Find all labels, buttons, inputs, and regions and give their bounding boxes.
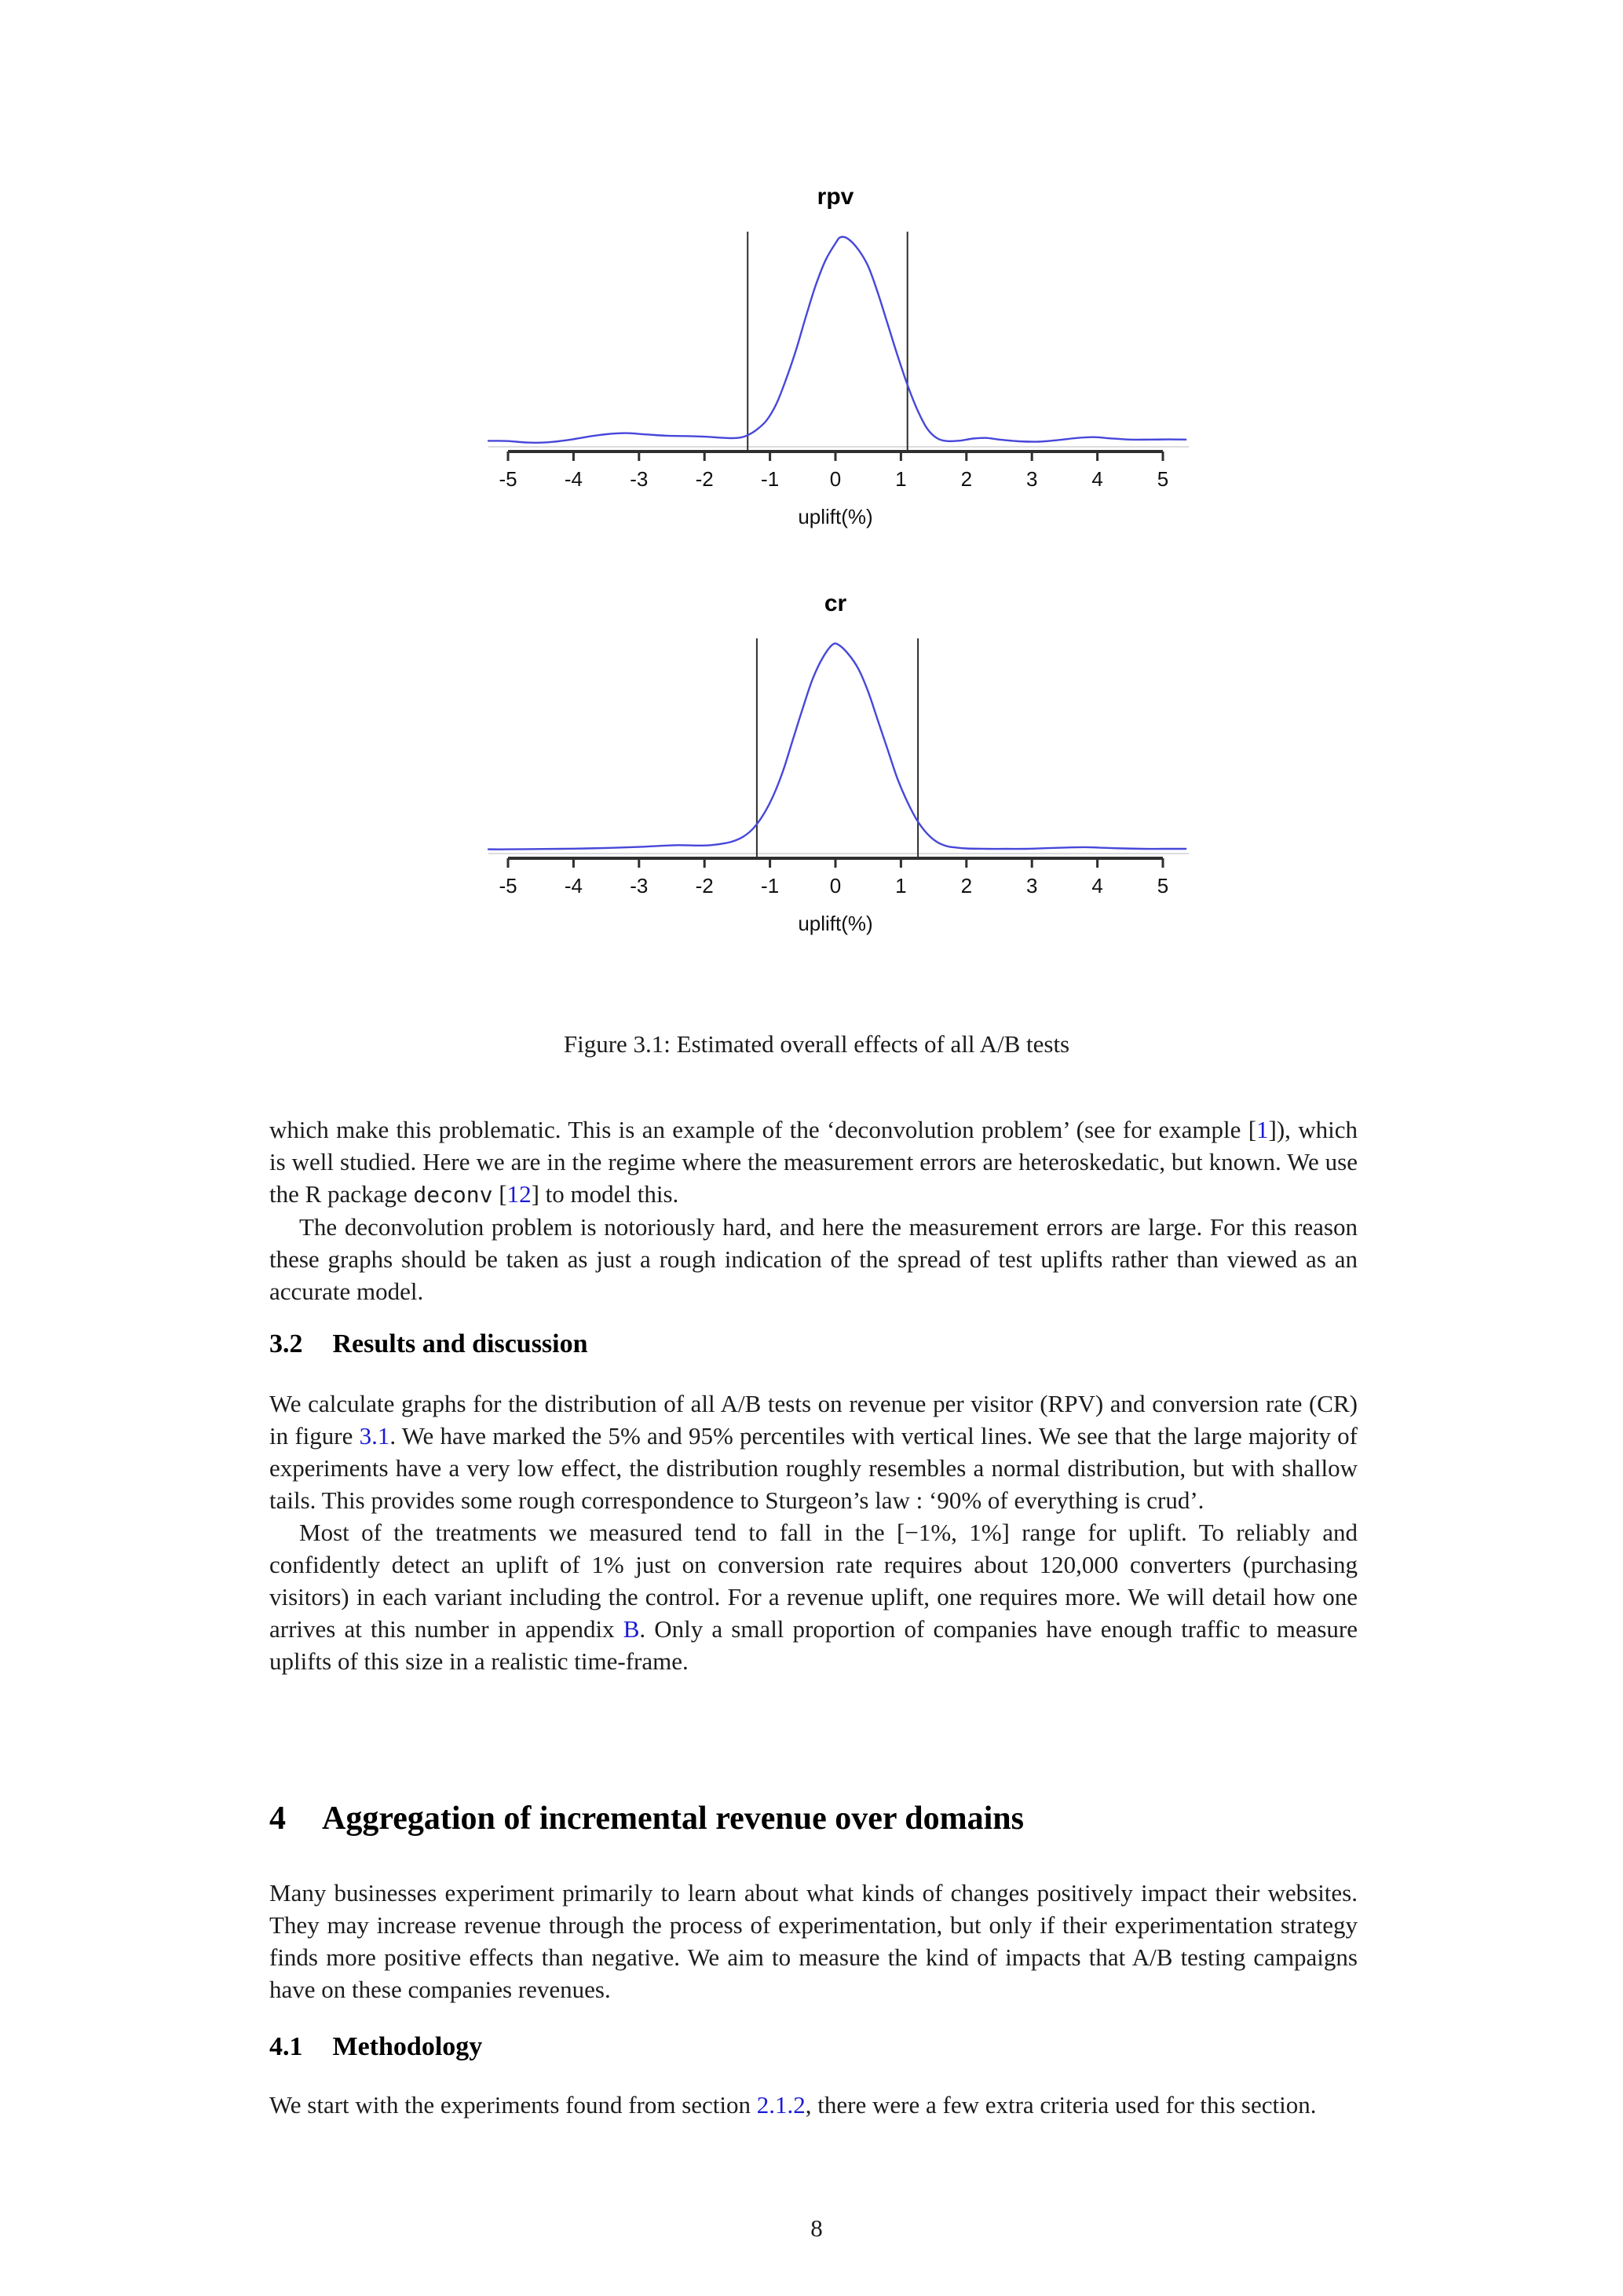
body-paragraph xyxy=(269,2089,1358,2121)
chart-title: cr xyxy=(824,590,847,616)
x-tick-label: 5 xyxy=(1157,467,1169,491)
rpv-plot xyxy=(440,169,1209,550)
text-segment: Many businesses experiment primarily to learn about what kinds of changes positively impact their websites. They may increase revenue through the process of experimentation, but only if their experimentation strategy finds more positive effects than negative. We aim to measure the kind of impacts that A/B testing campaigns have on these companies revenues. xyxy=(269,1879,1358,2003)
text-segment: We start with the experiments found from section xyxy=(269,2091,757,2119)
text-segment: [ xyxy=(492,1180,507,1208)
ref-link[interactable]: 3.1 xyxy=(359,1422,390,1450)
section-heading-aggregation xyxy=(269,1800,1358,1837)
section-title: Results and discussion xyxy=(332,1329,588,1358)
ref-link[interactable]: 2.1.2 xyxy=(756,2091,806,2119)
text-block-aggregation xyxy=(269,1877,1358,2005)
x-tick-label: 1 xyxy=(895,874,907,898)
x-tick-label: -4 xyxy=(564,467,583,491)
x-tick-label: -3 xyxy=(630,467,649,491)
body-paragraph xyxy=(269,1211,1358,1307)
x-tick-label: 3 xyxy=(1025,874,1038,898)
text-segment: ] to model this. xyxy=(531,1180,679,1208)
section-number: 4.1 xyxy=(269,2032,303,2061)
x-tick-label: 2 xyxy=(960,874,973,898)
density-curve xyxy=(488,237,1186,443)
x-tick-label: 4 xyxy=(1091,874,1103,898)
section-heading-results-discussion xyxy=(269,1329,1358,1359)
body-paragraph xyxy=(269,1113,1358,1211)
x-tick-label: -5 xyxy=(499,467,517,491)
x-tick-label: 0 xyxy=(829,874,842,898)
x-tick-label: 1 xyxy=(895,467,907,491)
section-number: 3.2 xyxy=(269,1329,303,1358)
density-curve xyxy=(488,643,1186,849)
chart-title: rpv xyxy=(817,184,854,210)
cr-density-chart xyxy=(440,576,1209,956)
body-paragraph xyxy=(269,1877,1358,2005)
section-title: Methodology xyxy=(332,2032,483,2061)
ref-link[interactable]: 1 xyxy=(1256,1116,1269,1143)
text-segment: We calculate graphs for the distribution of all A/B tests on revenue per visitor (RPV) and conversion rate (CR) in figure xyxy=(269,1390,1358,1450)
text-segment: which make this problematic. This is an example of the ‘deconvolution problem’ (see for example [ xyxy=(269,1116,1257,1143)
ref-link[interactable]: B xyxy=(623,1615,640,1643)
cr-plot xyxy=(440,576,1209,956)
inline-code: deconv xyxy=(413,1182,493,1208)
text-block-results xyxy=(269,1387,1358,1677)
figure-caption: Figure 3.1: Estimated overall effects of all A/B tests xyxy=(563,1030,1070,1058)
text-segment: The deconvolution problem is notoriously hard, and here the measurement errors are large. For this reason these graphs should be taken as just a rough indication of the spread of test uplifts rather than viewed as an accurate model. xyxy=(269,1213,1358,1305)
x-tick-label: 2 xyxy=(960,467,973,491)
x-axis-label: uplift(%) xyxy=(798,505,873,528)
section-title: Aggregation of incremental revenue over domains xyxy=(322,1801,1024,1837)
body-paragraph xyxy=(269,1387,1358,1516)
x-tick-label: 3 xyxy=(1025,467,1038,491)
x-tick-label: 0 xyxy=(829,467,842,491)
x-tick-label: -4 xyxy=(564,874,583,898)
section-heading-methodology xyxy=(269,2032,1358,2062)
text-segment: ]), which is well studied. Here we are in the regime where the measurement errors are heteroskedatic, but known. We use the R package xyxy=(269,1116,1358,1208)
body-paragraph xyxy=(269,1516,1358,1677)
x-tick-label: -1 xyxy=(761,467,780,491)
text-block-methodology xyxy=(269,2089,1358,2121)
x-tick-label: -2 xyxy=(695,467,714,491)
x-axis-label: uplift(%) xyxy=(798,912,873,935)
rpv-density-chart xyxy=(440,169,1209,550)
text-segment: , there were a few extra criteria used for this section. xyxy=(805,2091,1317,2119)
text-segment: . Only a small proportion of companies have enough traffic to measure uplifts of this size in a realistic time-frame. xyxy=(269,1615,1358,1675)
x-tick-label: 5 xyxy=(1157,874,1169,898)
section-number: 4 xyxy=(269,1801,286,1837)
x-tick-label: -5 xyxy=(499,874,517,898)
x-tick-label: -1 xyxy=(761,874,780,898)
x-tick-label: -2 xyxy=(695,874,714,898)
page-number: 8 xyxy=(810,2214,823,2242)
x-tick-label: -3 xyxy=(630,874,649,898)
text-segment: Most of the treatments we measured tend to fall in the [−1%, 1%] range for uplift. To reliably and confidently detect an uplift of 1% just on conversion rate requires about 120,000 converters (purchasing visitors) in each variant including the control. For a revenue uplift, one requires more. We will detail how one arrives at this number in appendix xyxy=(269,1519,1358,1643)
x-tick-label: 4 xyxy=(1091,467,1103,491)
ref-link[interactable]: 12 xyxy=(506,1180,532,1208)
text-block-deconvolution xyxy=(269,1113,1358,1307)
text-segment: . We have marked the 5% and 95% percentiles with vertical lines. We see that the large majority of experiments have a very low effect, the distribution roughly resembles a normal distribution, but with shallow tails. This provides some rough correspondence to Sturgeon’s law : ‘90% of everything is crud’. xyxy=(269,1422,1358,1514)
